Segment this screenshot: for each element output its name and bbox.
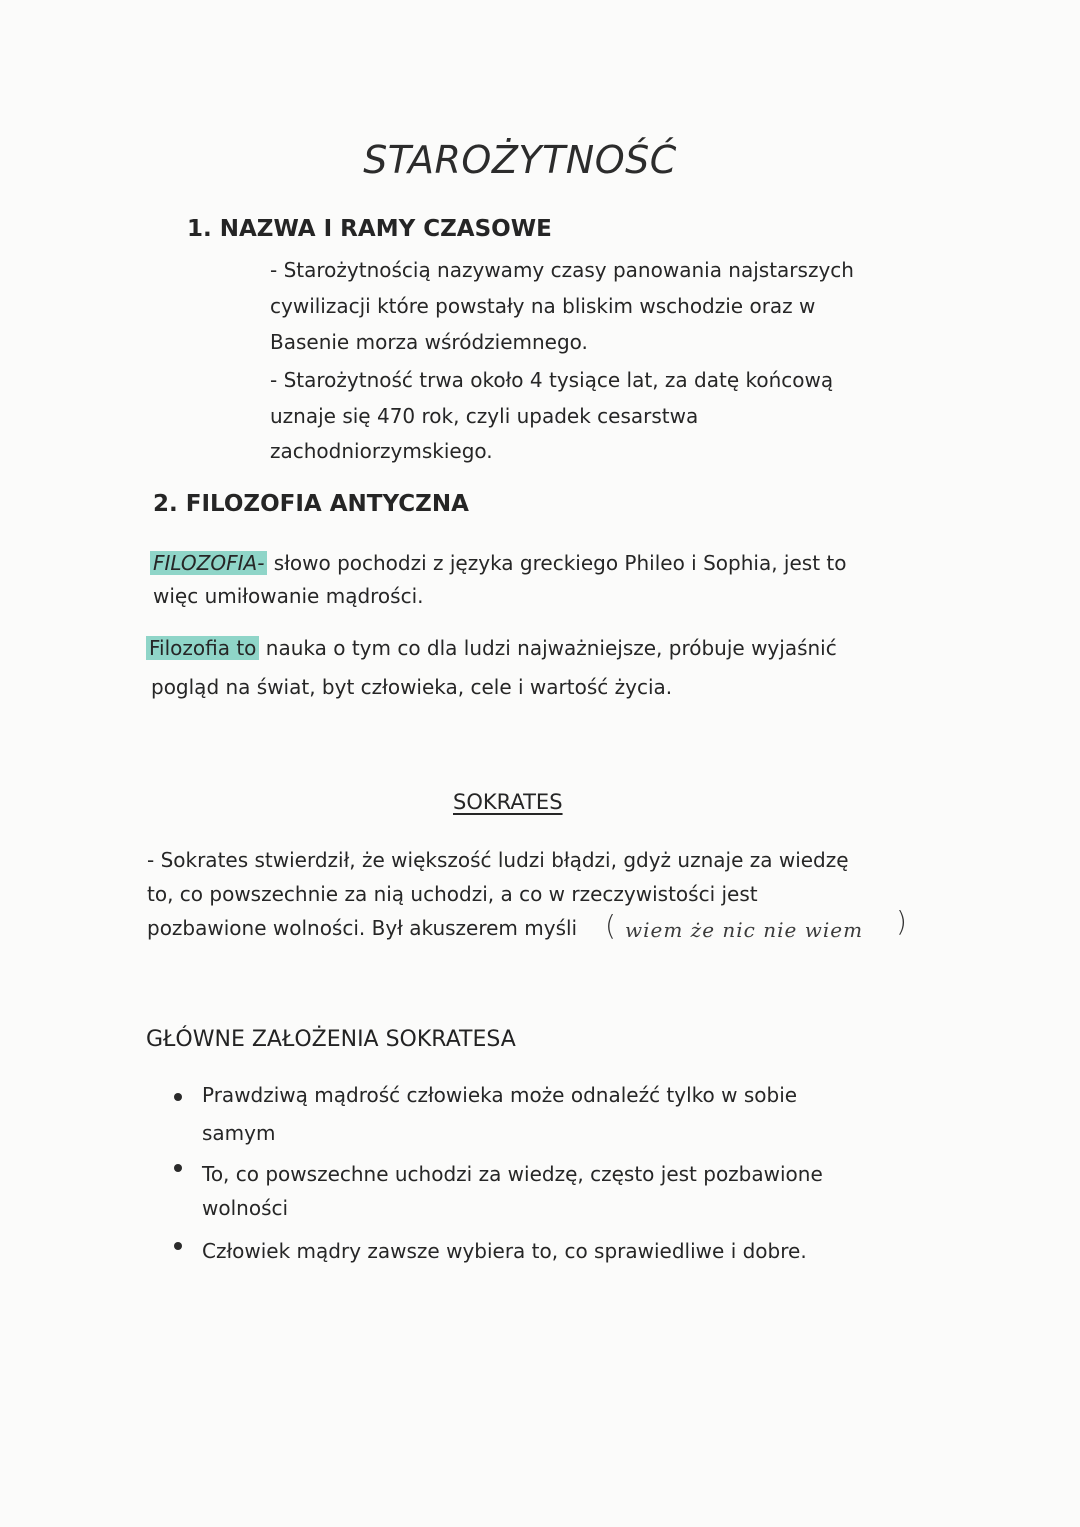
- definition-text: słowo pochodzi z języka greckiego Phileo i Sophia, jest to: [267, 551, 847, 575]
- bullet-item: Człowiek mądry zawsze wybiera to, co sprawiedliwe i dobre.: [202, 1239, 807, 1263]
- bullet-icon: [174, 1164, 182, 1172]
- sokrates-line: to, co powszechnie za nią uchodzi, a co w rzeczywistości jest: [147, 882, 758, 906]
- page-title: STAROŻYTNOŚĆ: [363, 138, 677, 182]
- definition-line: więc umiłowanie mądrości.: [153, 584, 424, 608]
- section-1-line: Basenie morza wśródziemnego.: [270, 330, 588, 354]
- handwritten-note: wiem że nic nie wiem: [625, 918, 864, 942]
- bullet-item-continuation: wolności: [202, 1196, 289, 1220]
- definition-text: nauka o tym co dla ludzi najważniejsze, próbuje wyjaśnić: [259, 636, 837, 660]
- section-1-line: - Starożytność trwa około 4 tysiące lat, za datę końcową: [270, 368, 834, 392]
- bullet-item-continuation: samym: [202, 1121, 276, 1145]
- bullet-icon: [174, 1093, 182, 1101]
- section-1-line: - Starożytnością nazywamy czasy panowania najstarszych: [270, 258, 854, 282]
- highlighted-term: FILOZOFIA-: [150, 551, 267, 575]
- section-1-heading: 1. NAZWA I RAMY CZASOWE: [187, 216, 552, 242]
- sokrates-line: pozbawione wolności. Był akuszerem myśli: [147, 916, 578, 940]
- highlighted-term: Filozofia to: [146, 636, 259, 660]
- bullet-item: To, co powszechne uchodzi za wiedzę, często jest pozbawione: [202, 1162, 823, 1186]
- definition-paragraph-2: [146, 631, 837, 666]
- sokrates-line: - Sokrates stwierdził, że większość ludzi błądzi, gdyż uznaje za wiedzę: [147, 848, 849, 872]
- section-1-line: cywilizacji które powstały na bliskim wschodzie oraz w: [270, 294, 816, 318]
- section-2-heading: 2. FILOZOFIA ANTYCZNA: [153, 491, 469, 517]
- definition-paragraph-1: [150, 546, 846, 581]
- section-1-line: zachodniorzymskiego.: [270, 439, 493, 463]
- close-parenthesis: ): [896, 905, 907, 938]
- open-parenthesis: (: [605, 909, 616, 942]
- bullet-icon: [174, 1242, 182, 1250]
- zalozenia-heading: GŁÓWNE ZAŁOŻENIA SOKRATESA: [146, 1027, 516, 1052]
- sokrates-heading: SOKRATES: [453, 790, 563, 814]
- section-1-line: uznaje się 470 rok, czyli upadek cesarstwa: [270, 404, 699, 428]
- bullet-item: Prawdziwą mądrość człowieka może odnaleźć tylko w sobie: [202, 1083, 798, 1107]
- definition-line: pogląd na świat, byt człowieka, cele i wartość życia.: [151, 675, 673, 699]
